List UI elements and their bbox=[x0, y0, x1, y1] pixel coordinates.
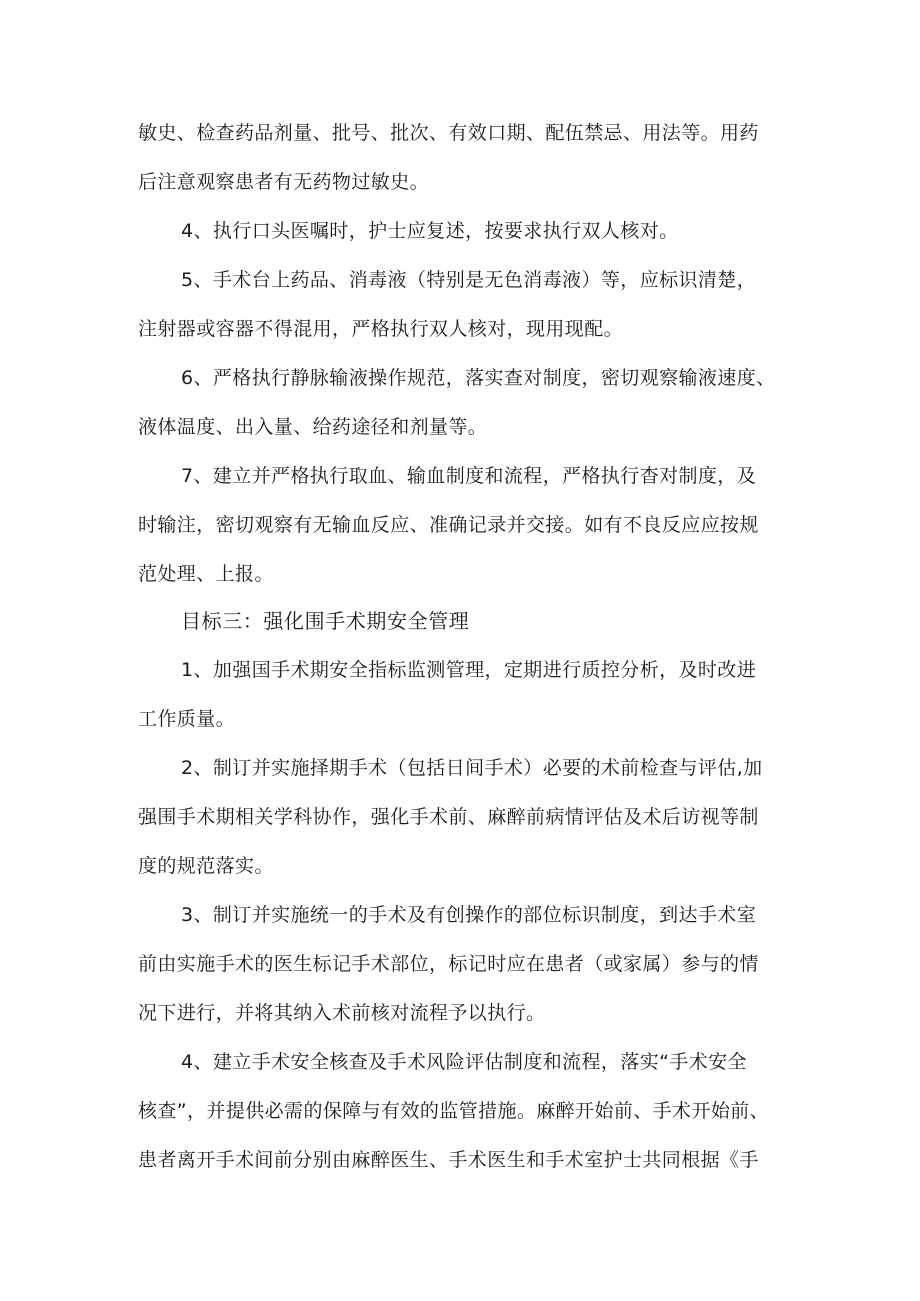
text-line: 7、建立并严格执行取血、输血制度和流程，严格执行杳对制度，及 bbox=[181, 465, 757, 487]
section-heading: 目标三：强化围手术期安全管理 bbox=[181, 609, 470, 633]
text-line: 强围手术期相关学科协作，强化手术前、麻醉前病情评估及术后访视等制 bbox=[138, 806, 759, 828]
text-line: 4、建立手术安全核查及手术风险评估制度和流程，落实“手术安全 bbox=[181, 1051, 747, 1073]
text-line: 后注意观察患者有无药物过敏史。 bbox=[138, 171, 430, 193]
text-line: 5、手术台上药品、消毒液（特别是无色消毒液）等，应标识清楚， bbox=[181, 269, 757, 291]
text-line: 度的规范落实。 bbox=[138, 855, 274, 877]
text-line: 范处理、上报。 bbox=[138, 563, 274, 585]
text-line: 工作质量。 bbox=[138, 708, 236, 730]
text-line: 液体温度、出入量、给药途径和剂量等。 bbox=[138, 416, 488, 438]
text-line: 2、制订并实施择期手术（包括日间手术）必要的术前检查与评估,加 bbox=[181, 757, 763, 779]
text-line: 敏史、检查药品剂量、批号、批次、有效口期、配伍禁忌、用法等。用药 bbox=[138, 122, 759, 144]
text-line: 时输注，密切观察有无输血反应、准确记录并交接。如有不良反应应按规 bbox=[138, 514, 759, 536]
text-line: 况下进行，并将其纳入术前核对流程予以执行。 bbox=[138, 1002, 546, 1024]
text-line: 前由实施手术的医生标记手术部位，标记时应在患者（或家属）参与的情 bbox=[138, 953, 759, 975]
text-line: 4、执行口头医嘱时，护士应复述，按要求执行双人核对。 bbox=[181, 220, 679, 242]
text-line: 注射器或容器不得混用，严格执行双人核对，现用现配。 bbox=[138, 318, 624, 340]
text-line: 3、制订并实施统一的手术及有创操作的部位标识制度，到达手术室 bbox=[181, 904, 757, 926]
text-line: 核查”，并提供必需的保障与有效的监管措施。麻醉开始前、手术开始前、 bbox=[138, 1100, 770, 1122]
text-line: 6、严格执行静脉输液操作规范，落实查对制度，密切观察输液速度、 bbox=[181, 367, 776, 389]
text-line: 患者离开手术间前分别由麻醉医生、手术医生和手术室护士共同根据《手 bbox=[138, 1149, 759, 1171]
text-line: 1、加强国手术期安全指标监测管理，定期进行质控分析，及时改进 bbox=[181, 659, 757, 681]
